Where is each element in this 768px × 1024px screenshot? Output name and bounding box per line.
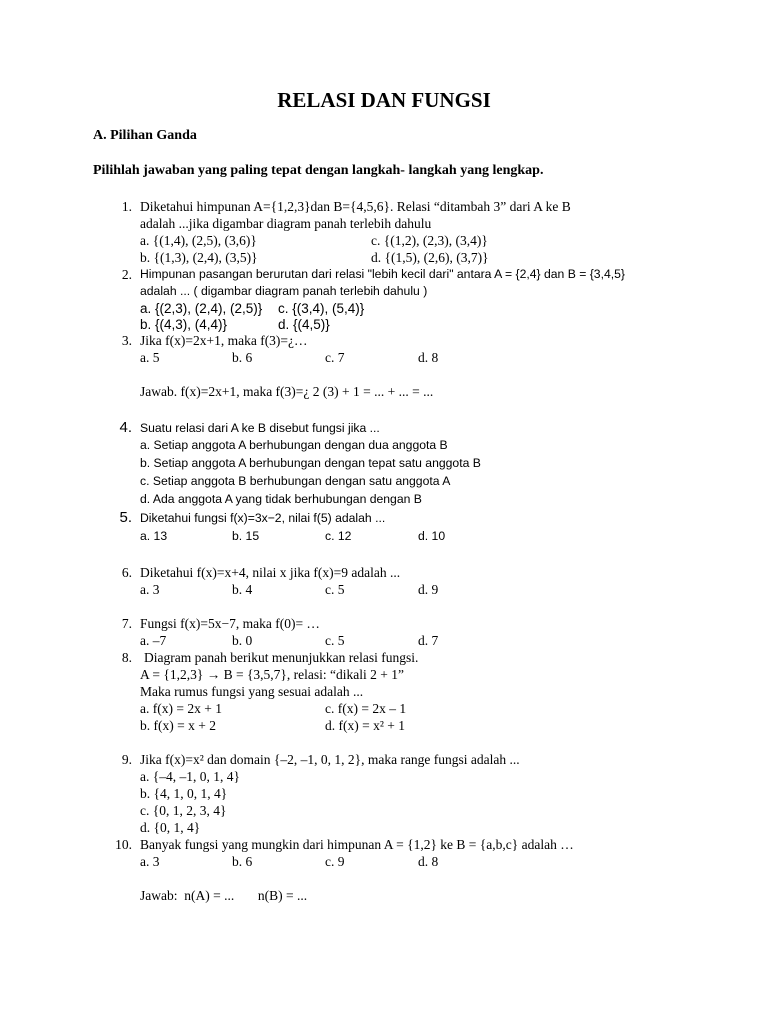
question-number: 8. xyxy=(121,650,132,665)
option: b. 4 xyxy=(232,582,253,597)
option: b. 0 xyxy=(232,633,253,648)
option: d. f(x) = x² + 1 xyxy=(325,718,406,733)
option: d. {(1,5), (2,6), (3,7)} xyxy=(371,250,489,265)
question-number: 6. xyxy=(121,565,132,580)
question-text: Jika f(x)=x² dan domain {–2, –1, 0, 1, 2}, maka range fungsi adalah ... xyxy=(140,752,520,767)
question-number: 10. xyxy=(115,837,132,852)
question-text: A = {1,2,3} → B = {3,5,7}, relasi: “dikali 2 + 1” xyxy=(140,667,404,682)
option: a. 3 xyxy=(140,582,160,597)
option: a. f(x) = 2x + 1 xyxy=(140,701,222,716)
option: b. {4, 1, 0, 1, 4} xyxy=(140,786,228,801)
question-text: Diketahui fungsi f(x)=3x−2, nilai f(5) adalah ... xyxy=(140,511,386,525)
question-text: Diketahui f(x)=x+4, nilai x jika f(x)=9 adalah ... xyxy=(140,565,401,580)
option: a. 5 xyxy=(140,350,160,365)
option: c. f(x) = 2x – 1 xyxy=(325,701,407,716)
option: a. 3 xyxy=(140,854,160,869)
page-title: RELASI DAN FUNGSI xyxy=(277,88,491,112)
question-text: Banyak fungsi yang mungkin dari himpunan A = {1,2} ke B = {a,b,c} adalah … xyxy=(140,837,574,852)
option: d. {0, 1, 4} xyxy=(140,820,201,835)
option: b. 15 xyxy=(232,529,260,543)
question-number: 2. xyxy=(121,267,132,282)
question-text: Himpunan pasangan berurutan dari relasi "lebih kecil dari" antara A = {2,4} dan B = {3,4,5} xyxy=(140,267,625,281)
option: c. {0, 1, 2, 3, 4} xyxy=(140,803,227,818)
option: c. 5 xyxy=(325,582,345,597)
question-text: adalah ... ( digambar diagram panah terlebih dahulu ) xyxy=(140,284,428,298)
question-text: Maka rumus fungsi yang sesuai adalah ... xyxy=(140,684,364,699)
option: d. 9 xyxy=(418,582,439,597)
question-number: 9. xyxy=(121,752,132,767)
option: c. Setiap anggota B berhubungan dengan satu anggota A xyxy=(140,474,451,488)
option: b. {(4,3), (4,4)} xyxy=(140,317,228,332)
option: b. f(x) = x + 2 xyxy=(140,718,216,733)
option: d. 7 xyxy=(418,633,439,648)
option: b. Setiap anggota A berhubungan dengan tepat satu anggota B xyxy=(140,456,481,470)
option: c. {(1,2), (2,3), (3,4)} xyxy=(371,233,488,248)
option: a. –7 xyxy=(140,633,167,648)
option: b. 6 xyxy=(232,350,253,365)
option: a. {–4, –1, 0, 1, 4} xyxy=(140,769,240,784)
option: a. Setiap anggota A berhubungan dengan dua anggota B xyxy=(140,438,448,452)
option: d. {(4,5)} xyxy=(278,317,330,332)
option: a. 13 xyxy=(140,529,168,543)
question-number: 1. xyxy=(121,199,132,214)
question-number: 4. xyxy=(119,419,132,436)
question-text: adalah ...jika digambar diagram panah terlebih dahulu xyxy=(140,216,432,231)
option: c. 5 xyxy=(325,633,345,648)
option: d. 10 xyxy=(418,529,446,543)
option: c. 7 xyxy=(325,350,345,365)
instruction-text: Pilihlah jawaban yang paling tepat dengan langkah- langkah yang lengkap. xyxy=(93,163,544,178)
question-text: Suatu relasi dari A ke B disebut fungsi jika ... xyxy=(140,421,380,435)
option: b. 6 xyxy=(232,854,253,869)
option: b. {(1,3), (2,4), (3,5)} xyxy=(140,250,258,265)
question-number: 3. xyxy=(121,333,132,348)
option: d. Ada anggota A yang tidak berhubungan dengan B xyxy=(140,492,422,506)
answer-line: Jawab: n(A) = ... n(B) = ... xyxy=(140,888,308,903)
option: c. {(3,4), (5,4)} xyxy=(278,301,365,316)
question-number: 5. xyxy=(119,509,132,526)
question-text: Diagram panah berikut menunjukkan relasi fungsi. xyxy=(144,650,419,665)
question-text: Jika f(x)=2x+1, maka f(3)=¿… xyxy=(140,333,308,348)
section-heading: A. Pilihan Ganda xyxy=(93,128,197,143)
option: c. 9 xyxy=(325,854,345,869)
option: d. 8 xyxy=(418,854,439,869)
question-number: 7. xyxy=(121,616,132,631)
option: a. {(1,4), (2,5), (3,6)} xyxy=(140,233,257,248)
option: a. {(2,3), (2,4), (2,5)} xyxy=(140,301,263,316)
question-text: Diketahui himpunan A={1,2,3}dan B={4,5,6}. Relasi “ditambah 3” dari A ke B xyxy=(140,199,571,214)
option: c. 12 xyxy=(325,529,352,543)
option: d. 8 xyxy=(418,350,439,365)
answer-line: Jawab. f(x)=2x+1, maka f(3)=¿ 2 (3) + 1 = ... + ... = ... xyxy=(140,384,434,399)
question-text: Fungsi f(x)=5x−7, maka f(0)= … xyxy=(140,616,320,631)
